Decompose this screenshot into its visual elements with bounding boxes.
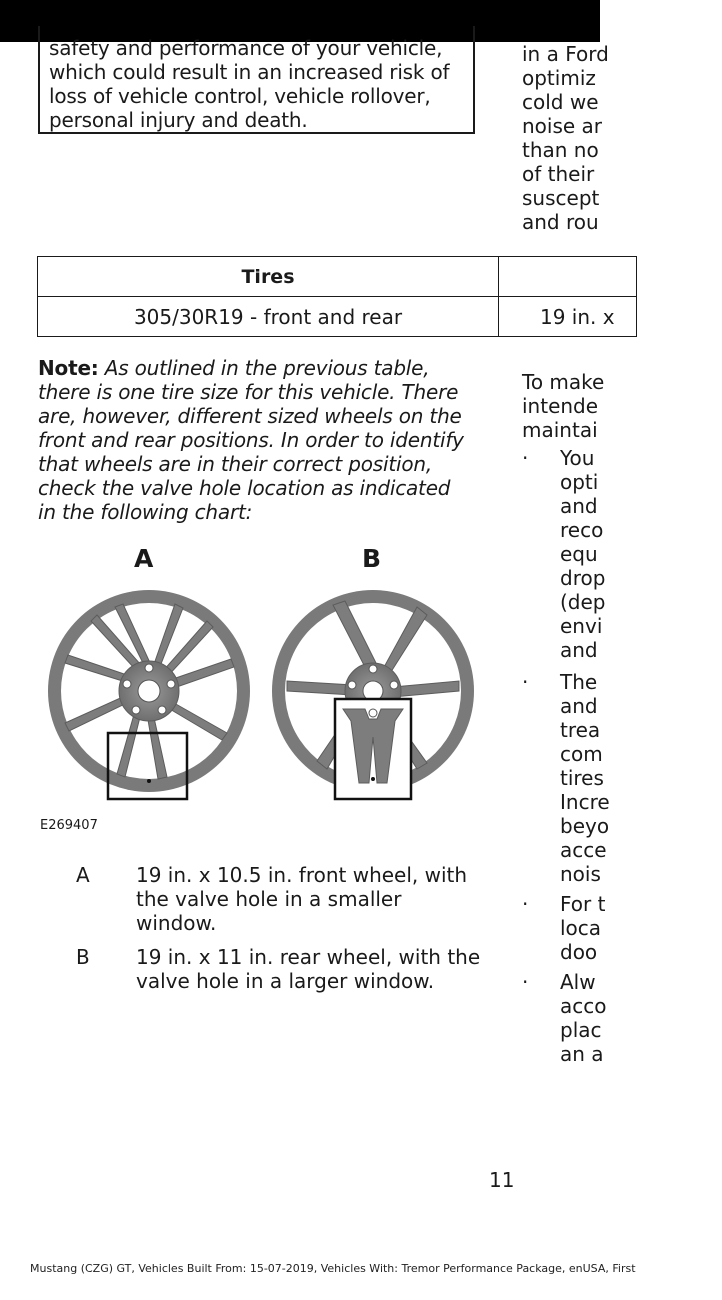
bullet-dot: · <box>522 670 529 694</box>
page-number: 11 <box>489 1168 515 1192</box>
table-header-wheels <box>499 257 637 297</box>
legend-text <box>136 863 496 935</box>
note-line: check the valve hole location as indicated <box>38 476 451 500</box>
right-column-top-text <box>522 42 722 234</box>
text-line: cold we <box>522 90 599 114</box>
table-header-tires: Tires <box>38 257 499 297</box>
tire-size-table <box>37 256 637 337</box>
text-line: com <box>560 742 603 766</box>
text-line: Incre <box>560 790 610 814</box>
note-line: in the following chart: <box>38 500 253 524</box>
text-line: equ <box>560 542 598 566</box>
note-line: are, however, different sized wheels on the <box>38 404 462 428</box>
warning-box <box>38 26 475 134</box>
bullet-dot: · <box>522 970 529 994</box>
table-cell-wheel-size: 19 in. x <box>499 297 637 337</box>
text-line: acce <box>560 838 607 862</box>
text-line: and <box>560 494 598 518</box>
bullet-dot: · <box>522 446 529 470</box>
text-line: of their <box>522 162 595 186</box>
text-line: opti <box>560 470 599 494</box>
text-line: an a <box>560 1042 604 1066</box>
warning-line: which could result in an increased risk of <box>49 60 450 84</box>
legend-text <box>136 945 496 993</box>
table-header-row <box>38 257 637 297</box>
legend-letter: A <box>76 863 90 887</box>
text-line: beyo <box>560 814 610 838</box>
text-line: plac <box>560 1018 602 1042</box>
legend-letter: B <box>76 945 90 969</box>
text-line: and <box>560 694 598 718</box>
legend-line: valve hole in a larger window. <box>136 969 435 993</box>
text-line: than no <box>522 138 599 162</box>
text-line: suscept <box>522 186 600 210</box>
warning-line: safety and performance of your vehicle, <box>49 36 443 60</box>
table-cell-tire-size: 305/30R19 - front and rear <box>38 297 499 337</box>
text-line: doo <box>560 940 598 964</box>
figure-code: E269407 <box>40 818 98 833</box>
note-label: Note: <box>38 356 99 380</box>
text-line: trea <box>560 718 601 742</box>
table-row <box>38 297 637 337</box>
text-line: in a Ford <box>522 42 609 66</box>
bullet-dot: · <box>522 892 529 916</box>
text-line: (dep <box>560 590 606 614</box>
rear-wheel-illustration <box>269 587 477 795</box>
note-text: As outlined in the previous table, <box>104 356 430 380</box>
text-line: drop <box>560 566 606 590</box>
note-line: that wheels are in their correct position, <box>38 452 432 476</box>
right-column-mid-text <box>522 370 722 442</box>
legend-line: 19 in. x 10.5 in. front wheel, with <box>136 863 468 887</box>
text-line: maintai <box>522 418 598 442</box>
wheel-b-label: B <box>362 544 382 573</box>
text-line: You <box>560 446 595 470</box>
note-line <box>38 356 488 380</box>
legend-line: window. <box>136 911 217 935</box>
text-line: intende <box>522 394 599 418</box>
text-line: The <box>560 670 598 694</box>
text-line: acco <box>560 994 607 1018</box>
note-paragraph <box>38 356 488 524</box>
legend-line: 19 in. x 11 in. rear wheel, with the <box>136 945 481 969</box>
note-line: front and rear positions. In order to identify <box>38 428 464 452</box>
front-wheel-illustration <box>45 587 253 795</box>
text-line: nois <box>560 862 601 886</box>
text-line: envi <box>560 614 603 638</box>
text-line: Alw <box>560 970 596 994</box>
wheel-a-label: A <box>134 544 154 573</box>
text-line: For t <box>560 892 606 916</box>
text-line: noise ar <box>522 114 603 138</box>
text-line: optimiz <box>522 66 596 90</box>
note-line: there is one tire size for this vehicle. There <box>38 380 459 404</box>
text-line: loca <box>560 916 602 940</box>
text-line: To make <box>522 370 605 394</box>
text-line: and rou <box>522 210 599 234</box>
warning-line: personal injury and death. <box>49 108 308 132</box>
warning-line: loss of vehicle control, vehicle rollover, <box>49 84 431 108</box>
text-line: reco <box>560 518 604 542</box>
legend-line: the valve hole in a smaller <box>136 887 402 911</box>
page-footer: Mustang (CZG) GT, Vehicles Built From: 15-07-2019, Vehicles With: Tremor Performance Package, enUSA, First <box>30 1262 636 1275</box>
text-line: tires <box>560 766 604 790</box>
text-line: and <box>560 638 598 662</box>
